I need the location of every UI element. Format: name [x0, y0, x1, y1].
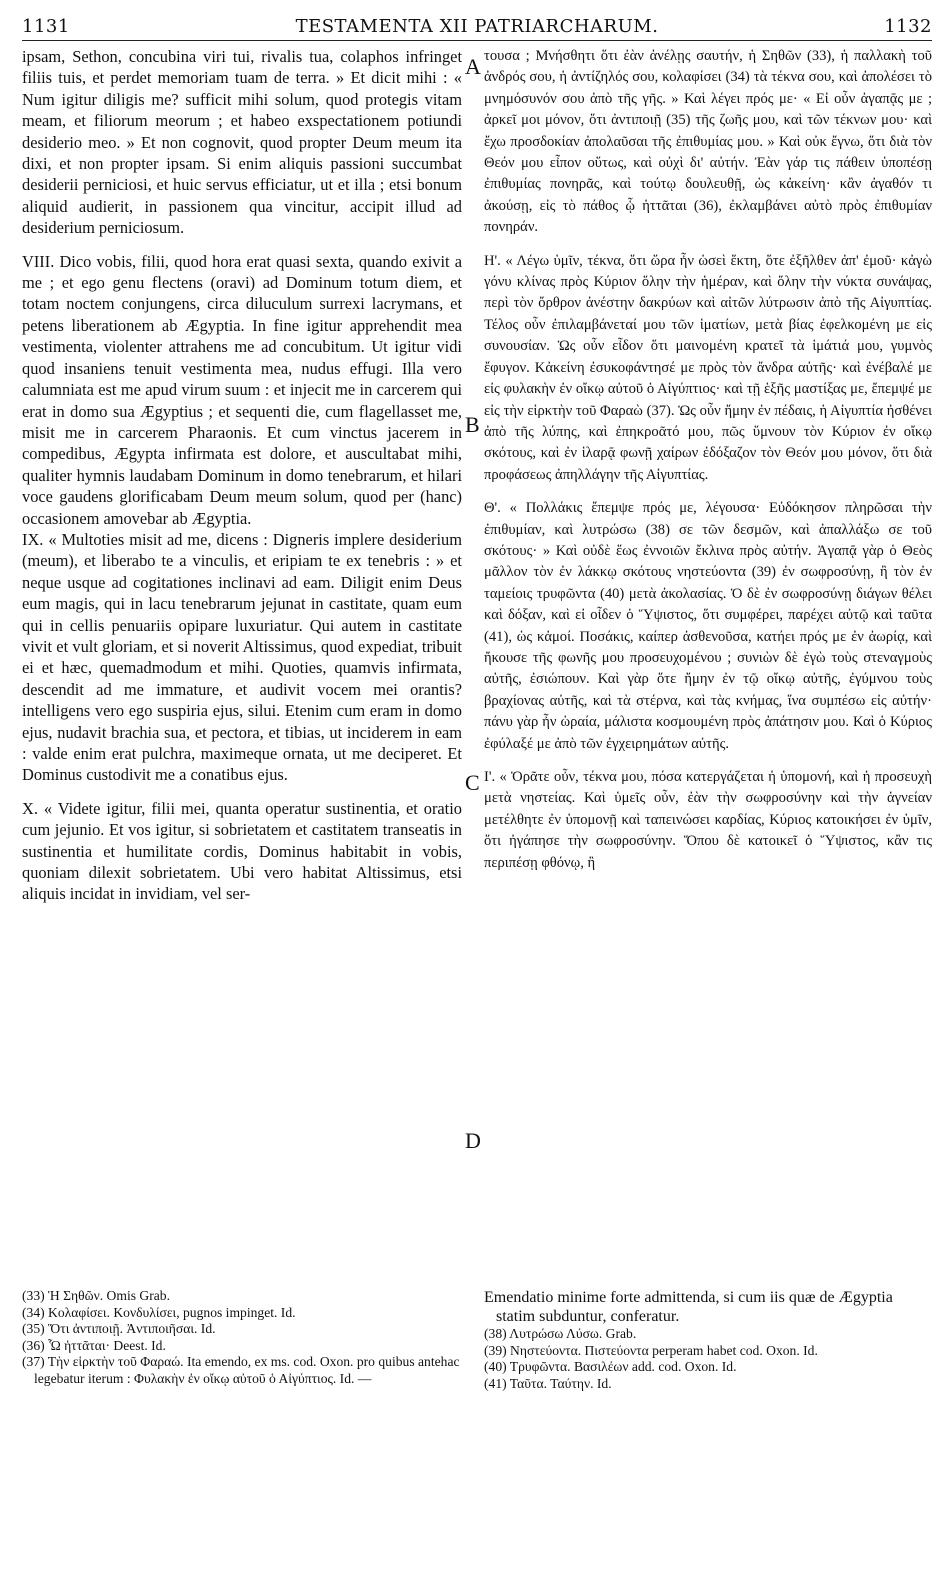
running-title: TESTAMENTA XII PATRIARCHARUM.: [295, 16, 659, 37]
footnotes-left: [22, 1288, 462, 1387]
footnotes-right: [484, 1288, 932, 1392]
greek-paragraph: τουσα ; Μνήσθητι ὅτι ἐὰν ἀνέλῃς σαυτήν, ἡ Σηθῶν (33), ἡ παλλακὴ τοῦ ἀνδρός σου, ἡ ἀντίζηλός σου, κολαφίσει (34) τὰ τέκνα σου, καὶ ἀπολέσει τὸ μνημόσυνόν σου ἀπὸ τῆς γῆς. » Καὶ λέγει πρός με· « Εἰ οὖν ἀγαπᾷς με ; ἀρκεῖ μοι μόνον, ὅτι ἀντιποιῇ (35) τῆς ζωῆς μου, καὶ τῶν τέκνων μου· καὶ ἔχω προσδοκίαν ἀπολαῦσαι τῆς ἐπιθυμίας μου. » Καὶ οὐκ ἔγνω, ὅτι διὰ τὸν Θεόν μου εἶπον οὕτως, καὶ οὐχὶ δι' αὐτήν. Ἐὰν γάρ τις πάθειν ὑποπέσῃ ἐπιθυμίας πονηρᾶς, καὶ τούτῳ δουλευθῇ, ὡς κἀκείνη· κἂν ἀγαθόν τι ἀκούσῃ, εἰς τὸ πάθος ᾧ ἡττᾶται (36), ἐκλαμβάνει αὐτὸ πρὸς ἐπιθυμίαν πονηράν.: [484, 48, 932, 236]
latin-column: [22, 46, 462, 905]
footnote: (41) Ταῦτα. Ταύτην. Id.: [484, 1375, 612, 1391]
footnote: (37) Τὴν εἱρκτὴν τοῦ Φαραώ. Ita emendo, ex ms. cod. Oxon. pro quibus antehac legebatur iterum : Φυλακὴν ἐν οἴκῳ αὐτοῦ ὁ Αἰγύπτιος. Id. —: [22, 1354, 460, 1386]
footnote: (36) Ὧ ἡττᾶται· Deest. Id.: [22, 1337, 166, 1353]
margin-letter: A: [465, 54, 481, 79]
footnote: (34) Κολαφίσει. Κονδυλίσει, pugnos impinget. Id.: [22, 1304, 296, 1320]
latin-paragraph: VIII. Dico vobis, filii, quod hora erat quasi sexta, quando exivit a me ; et ego genu flectens (oravi) ad Dominum totum diem, et totam noctem conjungens, circa diluculum surrexi lacrymans, et petens liberationem ab Ægyptia. In fine igitur apprehendit mea vestimenta, violenter attrahens me ad concubitum. Ut igitur vidi quod insaniens tenuit vestimenta mea, nudus effugi. Illa vero calumniata est me apud virum suum : et injecit me in carcerem qui erat in domo sua Ægyptius ; et sequenti die, cum flagellasset me, misit me in carcerem Pharaonis. Et cum vinctus jacerem in compedibus, Ægypta infirmata est dolore, et auscultabat mihi, qualiter hymnis laudabam Dominum in domo tenebrarum, et hilari voce gaudens glorificabam Deum meum solum, quod per (hanc) occasionem amovebar ab Ægyptia.: [22, 251, 462, 528]
page-number-left: 1131: [22, 16, 70, 37]
greek-paragraph: Η'. « Λέγω ὑμῖν, τέκνα, ὅτι ὥρα ἦν ὡσεὶ ἕκτη, ὅτε ἐξῆλθεν ἀπ' ἐμοῦ· κἀγὼ γόνυ κλίνας πρὸς Κύριον ὅλην τὴν ἡμέραν, καὶ ὅλην τὴν νύκτα συνάψας, περὶ τὸν ὄρθρον ἀνέστην δακρύων καὶ αἰτῶν λύτρωσιν ἀπὸ τῆς Αἰγυπτίας. Τέλος οὖν ἐπιλαμβάνεταί μου τῶν ἱματίων, μετὰ βίας ἐφελκομένη με εἰς συνουσίαν. Ὡς οὖν εἶδον ὅτι μαινομένη κρατεῖ τὰ ἱμάτιά μου, γυμνὸς ἔφυγον. Κἀκείνη ἐσυκοφάντησέ με πρὸς τὸν ἄνδρα αὐτῆς· καὶ ἐνέβαλέ με εἰς φυλακὴν ἐν οἴκῳ αὐτοῦ ὁ Αἰγύπτιος· καὶ τῇ ἑξῆς μαστίξας με, ἔπεμψέ με εἰς τὴν εἱρκτὴν τοῦ Φαραὼ (37). Ὡς οὖν ἤμην ἐν πέδαις, ἡ Αἰγυπτία ἠσθένει ἀπὸ τῆς λύπης, καὶ ἐπηκροᾶτό μου, πῶς ὕμνουν τὸν Κύριον ἐν οἴκῳ σκότους, καὶ ἐν ἱλαρᾷ φωνῇ χαίρων ἐδόξαζον τὸν Θεόν μου μόνον, ὅτι διὰ προφάσεως ἀπηλλάγην τῆς Αἰγυπτίας.: [484, 252, 932, 483]
greek-column: [484, 46, 932, 874]
margin-letter: B: [465, 412, 480, 437]
greek-paragraph: Ι'. « Ὁρᾶτε οὖν, τέκνα μου, πόσα κατεργάζεται ἡ ὑπομονή, καὶ ἡ προσευχὴ μετὰ νηστείας. Καὶ ὑμεῖς οὖν, ἐὰν τὴν σωφροσύνην καὶ τὴν ἁγνείαν μετέλθητε ἐν ὑπομονῇ καὶ ταπεινώσει καρδίας, Κύριος κατοικήσει ἐν ὑμῖν, ὅτι ἠγάπησε τὴν σωφροσύνην. Ὅπου δὲ κατοικεῖ ὁ Ὕψιστος, κἂν τις περιπέσῃ φθόνῳ, ἢ: [484, 769, 932, 871]
footnote-continuation: Emendatio minime forte admittenda, si cum iis quæ de Ægyptia statim subduntur, conferatur.: [484, 1289, 893, 1325]
margin-letter: C: [465, 770, 480, 795]
latin-paragraph: IX. « Multoties misit ad me, dicens : Digneris implere desiderium (meum), et liberabo te a vinculis, et eripiam te ex tenebris : » et neque usque ad cogitationes inclinavi ad eam. Diligit enim Deus eum magis, qui in lacu tenebrarum jejunat in castitate, quam eum qui in cellis penuariis opipare luxuriatur. Qui autem in castitate vivit et vult gloriam, et si noverit Altissimus, quod expediat, tribuit ei et hæc, quemadmodum et mihi. Quoties, quamvis infirmata, descendit ad me immature, et audivit vocem mei orantis? intelligens vero ego suspiria ejus, silui. Etenim cum eram in domo ejus, nudavit brachia sua, et pectora, et tibias, ut inciderem in eam : valde enim erat pulchra, maximeque ornata, ut me deciperet. Et Dominus custodivit me a conatibus ejus.: [22, 529, 462, 785]
latin-paragraph: ipsam, Sethon, concubina viri tui, rivalis tua, colaphos infringet filiis tuis, et perdet memoriam tuam de terra. » Et dicit mihi : « Num igitur diligis me? sufficit mihi solum, quod protegis vitam meam, et filiorum meorum ; et habeo exspectationem potiundi desiderio meo. » Et non cognovit, quod propter Deum meum ita dixi, et non propter ipsam. Si enim aliquis passioni succumbat desiderii perniciosi, et huic servus efficiatur, ut et illa ; etsi bonum aliquid audierit, in passionem qua vincitur, accipit illud ad desiderium perniciosum.: [22, 47, 462, 238]
footnote: (38) Λυτρώσω Λύσω. Grab.: [484, 1326, 637, 1341]
page-number-right: 1132: [884, 16, 932, 37]
latin-paragraph: X. « Videte igitur, filii mei, quanta operatur sustinentia, et oratio cum jejunio. Et vos igitur, si sobrietatem et castitatem transeatis in sustinentia et humilitate cordis, Dominus habitabit in vobis, quoniam dilexit sobrietatem. Ubi vero habitat Altissimus, etsi aliquis incidat in invidiam, vel ser-: [22, 798, 462, 904]
footnote: (35) Ὅτι ἀντιποιῇ. Ἀντιποιῆσαι. Id.: [22, 1321, 216, 1336]
footnote: (39) Νηστεύοντα. Πιστεύοντα perperam habet cod. Oxon. Id.: [484, 1342, 818, 1358]
footnote: (33) Ἡ Σηθῶν. Omis Grab.: [22, 1288, 170, 1303]
margin-letters: [462, 0, 484, 1582]
margin-letter: D: [465, 1128, 481, 1153]
footnote: (40) Τρυφῶντα. Βασιλέων add. cod. Oxon. Id.: [484, 1359, 737, 1374]
greek-paragraph: Θ'. « Πολλάκις ἔπεμψε πρός με, λέγουσα· Εὐδόκησον πληρῶσαι τὴν ἐπιθυμίαν, καὶ λυτρώσω (38) σε τῶν δεσμῶν, καὶ ἀπαλλάξω σε τοῦ σκότους· » Καὶ οὐδὲ ἕως ἐννοιῶν ἔκλινα πρὸς αὐτήν. Ἀγαπᾷ γὰρ ὁ Θεὸς μᾶλλον τὸν ἐν λάκκῳ σκότους νηστεύοντα (39) ἐν σωφροσύνῃ, ἢ τὸν ἐν ταμείοις τρυφῶντα (40) μετὰ ἀκολασίας. Ὁ δὲ ἐν σωφροσύνῃ διάγων θέλει καὶ δόξαν, καὶ εἰ οἶδεν ὁ Ὕψιστος, ὅτι συμφέρει, παρέχει αὐτῷ καὶ ταῦτα (41), ὡς κἀμοί. Ποσάκις, καίπερ ἀσθενοῦσα, κατήει πρός με ἐν ἀωρίᾳ, καὶ ἤκουσε τῆς φωνῆς μου προσευχομένου ; συνιὼν δὲ ἐγὼ τοὺς στεναγμοὺς αὐτῆς, ἐσιώπουν. Καὶ γὰρ ὅτε ἤμην ἐν τῷ οἴκῳ αὐτῆς, ἐγύμνου τοὺς βραχίονας αὐτῆς, καὶ τὰ στέρνα, καὶ τὰς κνήμας, ἵνα συμπέσω εἰς αὐτήν· πάνυ γὰρ ἦν ὡραία, μάλιστα κοσμουμένη πρὸς ἀπάτησιν μου. Καὶ ὁ Κύριος ἐφύλαξέ με ἀπὸ τῶν ἐγχειρημάτων αὐτῆς.: [484, 500, 932, 752]
